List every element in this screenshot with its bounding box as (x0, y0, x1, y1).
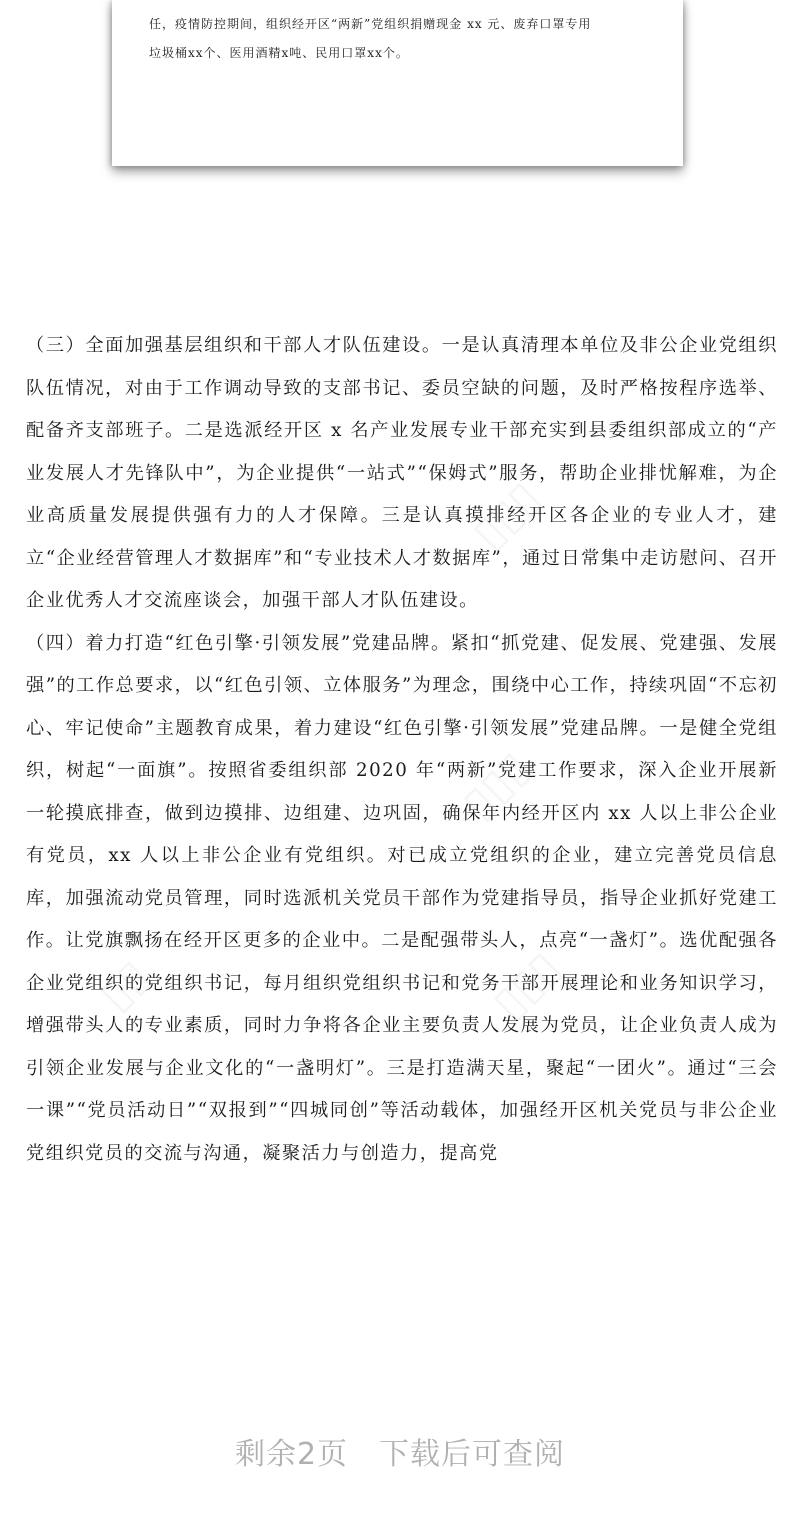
document-body (26, 325, 778, 1175)
previous-page-card (112, 0, 683, 166)
paragraph-section-4: （四）着力打造“红色引擎·引领发展”党建品牌。紧扣“抓党建、促发展、党建强、发展强”的工作总要求，以“红色引领、立体服务”为理念，围绕中心工作，持续巩固“不忘初心、牢记使命”主题教育成果，着力建设“红色引擎·引领发展”党建品牌。一是健全党组织，树起“一面旗”。按照省委组织部 2020 年“两新”党建工作要求，深入企业开展新一轮摸底排查，做到边摸排、边组建、边巩固，确保年内经开区内 xx 人以上非公企业有党员，xx 人以上非公企业有党组织。对已成立党组织的企业，建立完善党员信息库，加强流动党员管理，同时选派机关党员干部作为党建指导员，指导企业抓好党建工作。让党旗飘扬在经开区更多的企业中。二是配强带头人，点亮“一盏灯”。选优配强各企业党组织的党组织书记，每月组织党组织书记和党务干部开展理论和业务知识学习，增强带头人的专业素质，同时力争将各企业主要负责人发展为党员，让企业负责人成为引领企业发展与企业文化的“一盏明灯”。三是打造满天星，聚起“一团火”。通过“三会一课”“党员活动日”“双报到”“四城同创”等活动载体，加强经开区机关党员与非公企业党组织党员的交流与沟通，凝聚活力与创造力，提高党 (26, 632, 778, 1164)
watermark: ▯▯ (89, 950, 160, 1021)
watermark: ▯▯▯ (462, 471, 551, 560)
previous-page-line: 垃圾桶xx个、医用酒精x吨、民用口罩xx个。 (149, 46, 409, 60)
paragraph-section-3: （三）全面加强基层组织和干部人才队伍建设。一是认真清理本单位及非公企业党组织队伍情况，对由于工作调动导致的支部书记、委员空缺的问题，及时严格按程序选举、配备齐支部班子。二是选派经开区 x 名产业发展专业干部充实到县委组织部成立的“产业发展人才先锋队中”，为企业提供“一站式”“保姆式”服务，帮助企业排忧解难，为企业高质量发展提供强有力的人才保障。三是认真摸排经开区各企业的专业人才，建立“企业经营管理人才数据库”和“专业技术人才数据库”，通过日常集中走访慰问、召开企业优秀人才交流座谈会，加强干部人才队伍建设。 (26, 335, 778, 611)
previous-page-text (149, 10, 649, 68)
previous-page-line: 任，疫情防控期间，组织经开区“两新”党组织捐赠现金 xx 元、废弃口罩专用 (149, 17, 592, 31)
remaining-pages-notice[interactable]: 剩余2页 下载后可查阅 (234, 1437, 566, 1472)
watermark: ▯▯▯ (482, 941, 571, 1030)
watermark: ▯▯▯ (452, 741, 541, 830)
